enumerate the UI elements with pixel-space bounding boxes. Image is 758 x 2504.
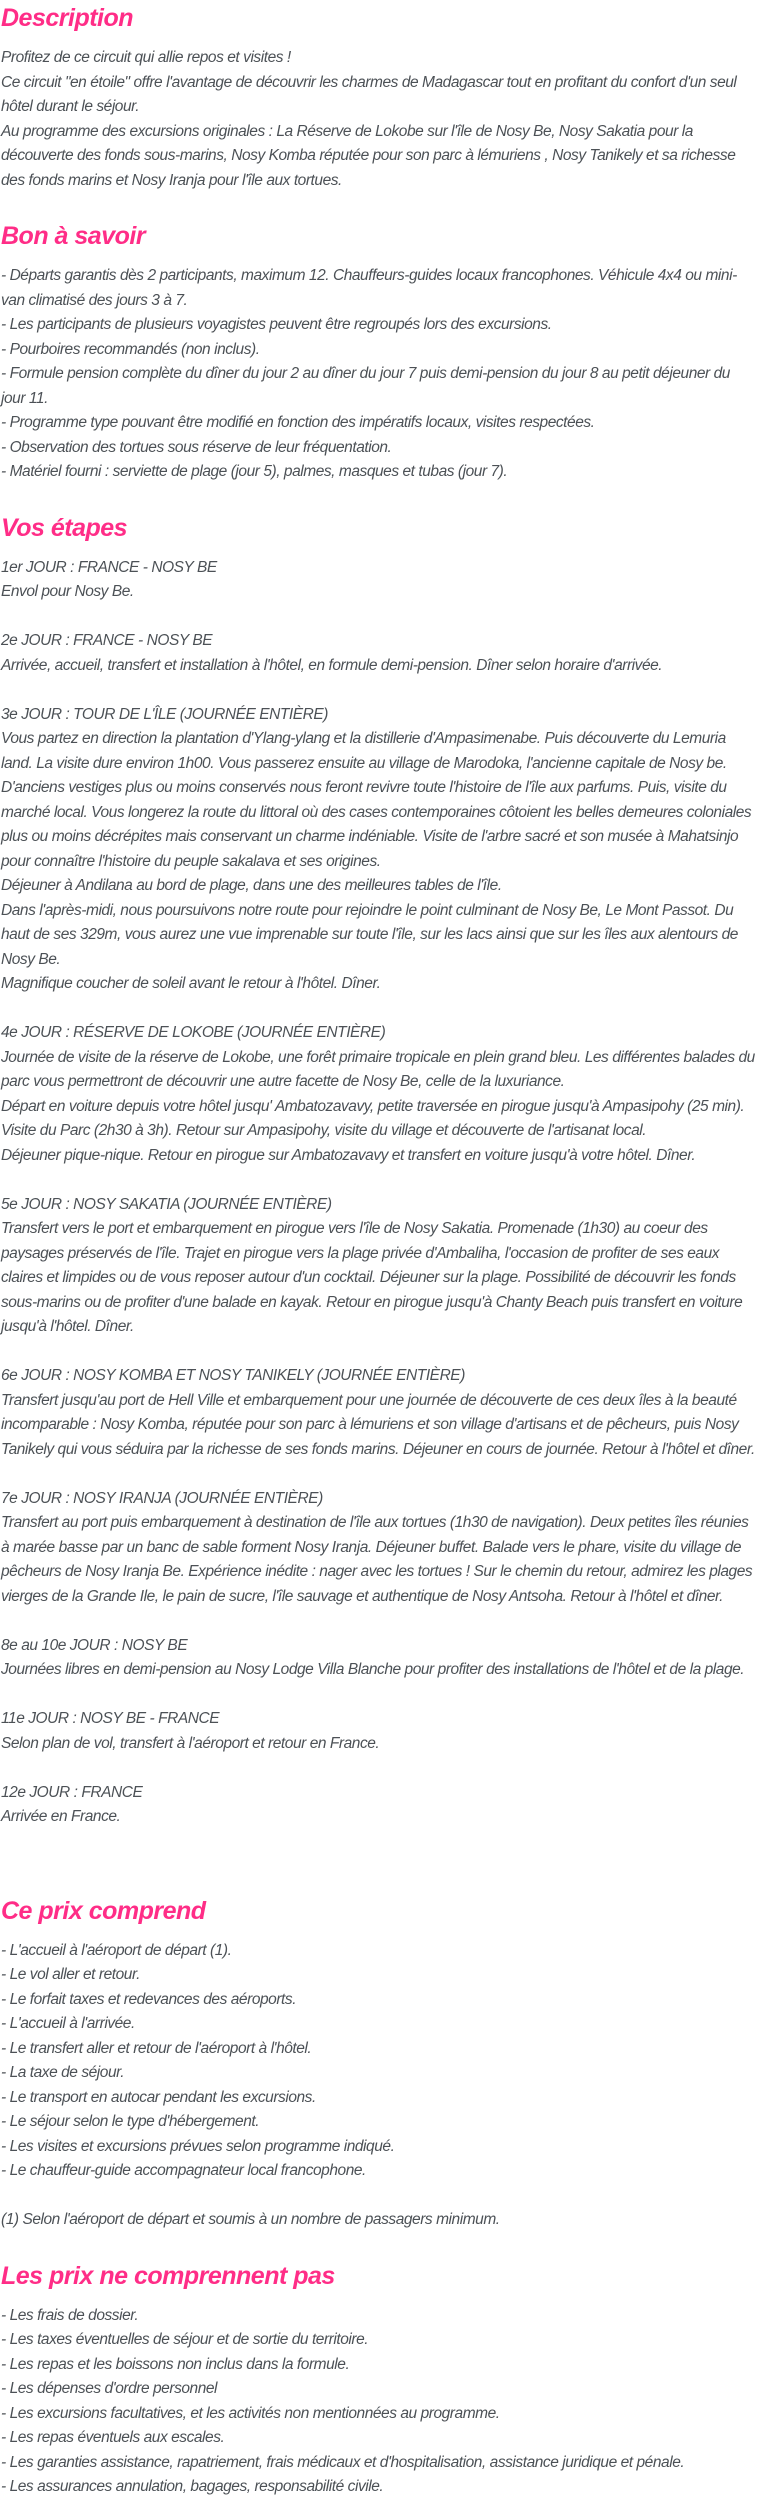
day-title: 11e JOUR : NOSY BE - FRANCE bbox=[1, 1710, 220, 1727]
day-text-line: Vous partez en direction la plantation d'Ylang-ylang et la distillerie d'Ampasimenabe. Puis découverte du Lemuria land. La visite dure environ 1h00. Vous passerez ensuite au village de Marodoka, l'ancienne capitale de Nosy be. D'anciens vestiges plus ou moins conservés nous feront revivre toute l'histoire de l'île aux parfums. Puis, visite du marché local. Vous longerez la route du littoral où des cases contemporaines côtoient les belles demeures coloniales plus ou moins décrépites mais conservant un charme indéniable. Visite de l'arbre sacré et son musée à Mahatsinjo pour connaître l'histoire du peuple sakalava et ses origines. bbox=[1, 730, 752, 870]
day-text-line: Dans l'après-midi, nous poursuivons notre route pour rejoindre le point culminant de Nosy Be, Le Mont Passot. Du haut de ses 329m, vous aurez une vue imprenable sur toute l'île, sur les lacs ainsi que sur les îles aux alentours de Nosy Be. bbox=[1, 901, 738, 968]
day-text-line: Transfert vers le port et embarquement en pirogue vers l'île de Nosy Sakatia. Promenade (1h30) au coeur des paysages préservés de l'île. Trajet en pirogue vers la plage privée d'Ambaliha, l'occasion de profiter de ses eaux claires et limpides ou de vous reposer autour d'un cocktail. Déjeuner sur la plage. Possibilité de découvrir les fonds sous-marins ou de profiter d'une balade en kayak. Retour en pirogue jusqu'à Chanty Beach puis transfert en voiture jusqu'à l'hôtel. Dîner. bbox=[1, 1220, 743, 1335]
les-prix-ne-comprennent-pas-item: - Les excursions facultatives, et les activités non mentionnées au programme. bbox=[1, 2404, 500, 2422]
day-block bbox=[1, 1021, 755, 1168]
bon-a-savoir-item: - Matériel fourni : serviette de plage (jour 5), palmes, masques et tubas (jour 7). bbox=[1, 463, 508, 480]
bon-a-savoir-item: - Départs garantis dès 2 participants, maximum 12. Chauffeurs-guides locaux francophones. Véhicule 4x4 ou mini-van climatisé des jours 3 à 7. bbox=[1, 267, 737, 309]
les-prix-ne-comprennent-pas-item: - Les repas éventuels aux escales. bbox=[1, 2429, 225, 2446]
days-list bbox=[1, 556, 755, 1830]
les-prix-ne-comprennent-pas-heading: Les prix ne comprennent pas bbox=[1, 2261, 335, 2290]
day-block bbox=[1, 1193, 755, 1340]
ce-prix-comprend-item: - Le forfait taxes et redevances des aéroports. bbox=[1, 1990, 297, 2008]
section-description bbox=[1, 3, 755, 193]
day-block bbox=[1, 1364, 755, 1462]
day-block bbox=[1, 556, 755, 605]
day-text-line: Départ en voiture depuis votre hôtel jusqu' Ambatozavavy, petite traversée en pirogue jusqu'à Ampasipohy (25 min). Visite du Parc (2h30 à 3h). Retour sur Ampasipohy, visite du village et découverte de l'artisanat local. bbox=[1, 1097, 745, 1139]
description-line: Profitez de ce circuit qui allie repos et visites ! bbox=[1, 49, 291, 66]
section-les-prix-ne-comprennent-pas bbox=[1, 2261, 755, 2500]
ce-prix-comprend-heading: Ce prix comprend bbox=[1, 1896, 206, 1925]
les-prix-ne-comprennent-pas-item: - Les repas et les boissons non inclus dans la formule. bbox=[1, 2355, 350, 2373]
ce-prix-comprend-item: - Le chauffeur-guide accompagnateur local francophone. bbox=[1, 2162, 366, 2179]
ce-prix-comprend-item: - L'accueil à l'arrivée. bbox=[1, 2015, 135, 2032]
description-line: Au programme des excursions originales : La Réserve de Lokobe sur l'île de Nosy Be, Nosy Sakatia pour la découverte des fonds sous-marins, Nosy Komba réputée pour son parc à lémuriens , Nosy Tanikely et sa richesse des fonds marins et Nosy Iranja pour l'île aux tortues. bbox=[1, 122, 736, 189]
ce-prix-comprend-item: - Le séjour selon le type d'hébergement. bbox=[1, 2113, 260, 2130]
ce-prix-comprend-item: - Le vol aller et retour. bbox=[1, 1966, 140, 1983]
bon-a-savoir-list bbox=[1, 264, 755, 485]
ce-prix-comprend-item: - La taxe de séjour. bbox=[1, 2064, 125, 2081]
bon-a-savoir-item: - Observation des tortues sous réserve de leur fréquentation. bbox=[1, 438, 392, 456]
ce-prix-comprend-item: - Le transport en autocar pendant les excursions. bbox=[1, 2088, 316, 2106]
section-vos-etapes bbox=[1, 513, 755, 1830]
les-prix-ne-comprennent-pas-item: - Les taxes éventuelles de séjour et de sortie du territoire. bbox=[1, 2331, 369, 2348]
ce-prix-comprend-item: - Le transfert aller et retour de l'aéroport à l'hôtel. bbox=[1, 2039, 312, 2057]
day-block bbox=[1, 1487, 755, 1610]
day-text-line: Journées libres en demi-pension au Nosy Lodge Villa Blanche pour profiter des installations de l'hôtel et de la plage. bbox=[1, 1661, 745, 1678]
ce-prix-comprend-item: - Les visites et excursions prévues selon programme indiqué. bbox=[1, 2137, 395, 2155]
day-text-line: Transfert au port puis embarquement à destination de l'île aux tortues (1h30 de navigation). Deux petites îles réunies à marée basse par un banc de sable forment Nosy Iranja. Déjeuner buffet. Balade vers le phare, visite du village de pêcheurs de Nosy Iranja Be. Expérience inédite : nager avec les tortues ! Sur le chemin du retour, admirez les plages vierges de la Grande Ile, le pain de sucre, l'île sauvage et authentique de Nosy Antsoha. Retour à l'hôtel et dîner. bbox=[1, 1514, 753, 1605]
day-text-line: Déjeuner à Andilana au bord de plage, dans une des meilleures tables de l'île. bbox=[1, 877, 502, 894]
description-heading: Description bbox=[1, 4, 134, 32]
bon-a-savoir-item: - Pourboires recommandés (non inclus). bbox=[1, 340, 260, 358]
bon-a-savoir-item: - Les participants de plusieurs voyagistes peuvent être regroupés lors des excursions. bbox=[1, 316, 552, 333]
les-prix-ne-comprennent-pas-item: - Les garanties assistance, rapatriement, frais médicaux et d'hospitalisation, assistance juridique et pénale. bbox=[1, 2453, 685, 2471]
day-title: 6e JOUR : NOSY KOMBA ET NOSY TANIKELY (JOURNÉE ENTIÈRE) bbox=[1, 1367, 465, 1384]
day-text-line: Arrivée en France. bbox=[1, 1808, 121, 1825]
day-text-line: Magnifique coucher de soleil avant le retour à l'hôtel. Dîner. bbox=[1, 975, 381, 992]
travel-itinerary-page bbox=[0, 3, 758, 2504]
itinerary-document bbox=[1, 3, 755, 2500]
bon-a-savoir-heading: Bon à savoir bbox=[1, 222, 146, 250]
section-bon-a-savoir bbox=[1, 221, 755, 485]
les-prix-ne-comprennent-pas-item: - Les frais de dossier. bbox=[1, 2306, 139, 2324]
day-text-line: Journée de visite de la réserve de Lokobe, une forêt primaire tropicale en plein grand bleu. Les différentes balades du parc vous permettront de découvrir une autre facette de Nosy Be, celle de la luxuriance. bbox=[1, 1048, 755, 1090]
day-title: 7e JOUR : NOSY IRANJA (JOURNÉE ENTIÈRE) bbox=[1, 1489, 323, 1507]
ce-prix-comprend-item: - L'accueil à l'aéroport de départ (1). bbox=[1, 1941, 232, 1959]
vos-etapes-heading: Vos étapes bbox=[1, 513, 128, 542]
day-text-line: Déjeuner pique-nique. Retour en pirogue sur Ambatozavavy et transfert en voiture jusqu'à votre hôtel. Dîner. bbox=[1, 1146, 696, 1164]
day-text-line: Transfert jusqu'au port de Hell Ville et embarquement pour une journée de découverte de ces deux îles à la beauté incomparable : Nosy Komba, réputée pour son parc à lémuriens et son village d'artisans et de pêcheurs, puis Nosy Tanikely qui vous séduira par la richesse de ses fonds marins. Déjeuner en cours de journée. Retour à l'hôtel et dîner. bbox=[1, 1391, 755, 1458]
day-block bbox=[1, 703, 755, 997]
day-title: 3e JOUR : TOUR DE L'ÎLE (JOURNÉE ENTIÈRE) bbox=[1, 705, 329, 723]
day-block bbox=[1, 1634, 755, 1683]
day-block bbox=[1, 1707, 755, 1756]
day-title: 2e JOUR : FRANCE - NOSY BE bbox=[1, 632, 213, 649]
description-text bbox=[1, 46, 755, 193]
les-prix-ne-comprennent-pas-list bbox=[1, 2304, 755, 2500]
day-block bbox=[1, 629, 755, 678]
day-title: 12e JOUR : FRANCE bbox=[1, 1783, 143, 1801]
bon-a-savoir-item: - Programme type pouvant être modifié en fonction des impératifs locaux, visites respectées. bbox=[1, 414, 595, 431]
day-block bbox=[1, 1781, 755, 1830]
day-title: 5e JOUR : NOSY SAKATIA (JOURNÉE ENTIÈRE) bbox=[1, 1195, 332, 1213]
les-prix-ne-comprennent-pas-item: - Les assurances annulation, bagages, responsabilité civile. bbox=[1, 2478, 384, 2495]
description-line: Ce circuit "en étoile" offre l'avantage de découvrir les charmes de Madagascar tout en profitant du confort d'un seul hôtel durant le séjour. bbox=[1, 73, 737, 115]
day-text-line: Envol pour Nosy Be. bbox=[1, 583, 134, 600]
day-text-line: Arrivée, accueil, transfert et installation à l'hôtel, en formule demi-pension. Dîner selon horaire d'arrivée. bbox=[1, 656, 663, 674]
section-ce-prix-comprend bbox=[1, 1896, 755, 2233]
day-title: 8e au 10e JOUR : NOSY BE bbox=[1, 1636, 188, 1654]
les-prix-ne-comprennent-pas-item: - Les dépenses d'ordre personnel bbox=[1, 2380, 218, 2397]
bon-a-savoir-item: - Formule pension complète du dîner du jour 2 au dîner du jour 7 puis demi-pension du jour 8 au petit déjeuner du jour 11. bbox=[1, 365, 730, 407]
day-title: 1er JOUR : FRANCE - NOSY BE bbox=[1, 558, 217, 576]
ce-prix-comprend-list bbox=[1, 1939, 755, 2184]
price-footnote: (1) Selon l'aéroport de départ et soumis à un nombre de passagers minimum. bbox=[1, 2211, 500, 2228]
day-title: 4e JOUR : RÉSERVE DE LOKOBE (JOURNÉE ENTIÈRE) bbox=[1, 1024, 386, 1041]
day-text-line: Selon plan de vol, transfert à l'aéroport et retour en France. bbox=[1, 1734, 380, 1752]
